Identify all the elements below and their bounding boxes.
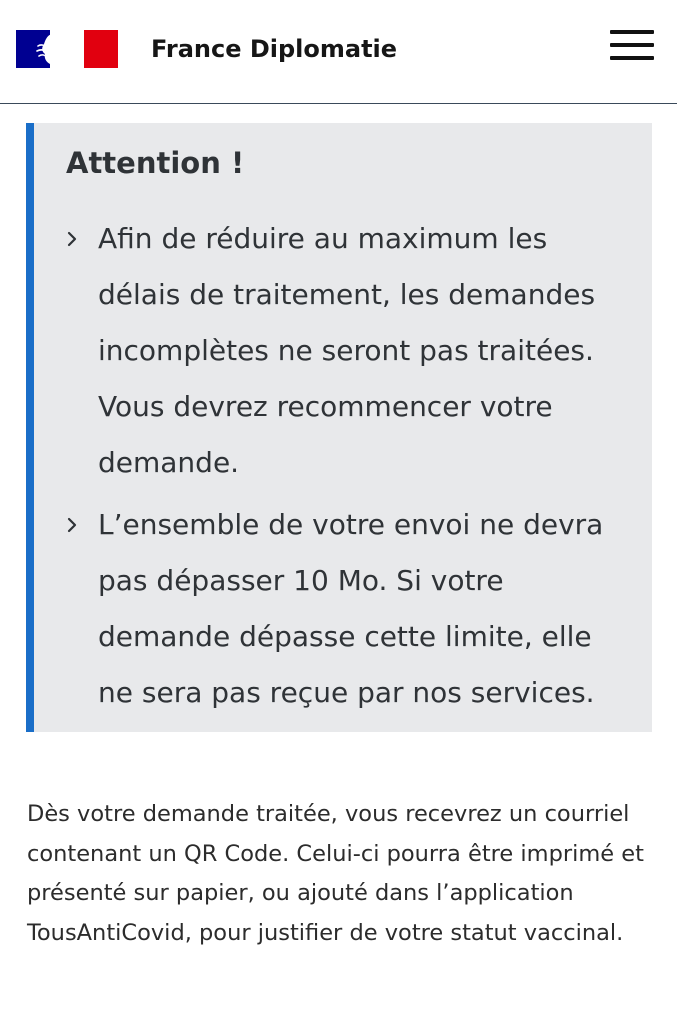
site-header	[0, 0, 677, 104]
list-item	[34, 497, 652, 721]
callout-title: Attention !	[66, 146, 245, 180]
list-item-text: L’ensemble de votre envoi ne devra pas dépasser 10 Mo. Si votre demande dépasse cette limite, elle ne sera pas reçue par nos services.	[98, 508, 604, 709]
info-paragraph: Dès votre demande traitée, vous recevrez un courriel contenant un QR Code. Celui-ci pourra être imprimé et présenté sur papier, ou ajouté dans l’application TousAntiCovid, pour justifier de votre statut vaccinal.	[27, 801, 644, 946]
callout-list	[34, 211, 652, 727]
list-item	[34, 211, 652, 491]
attention-callout	[26, 123, 652, 732]
marianne-profile-icon	[36, 32, 66, 66]
chevron-right-icon	[62, 211, 82, 267]
marianne-logo-icon[interactable]	[16, 30, 118, 68]
site-title[interactable]: France Diplomatie	[151, 35, 398, 63]
flag-red-band	[84, 30, 118, 68]
chevron-right-icon	[62, 497, 82, 553]
hamburger-menu-icon[interactable]	[608, 26, 656, 66]
list-item-text: Afin de réduire au maximum les délais de traitement, les demandes incomplètes ne seront pas traitées. Vous devrez recommencer votre demande.	[98, 222, 596, 479]
